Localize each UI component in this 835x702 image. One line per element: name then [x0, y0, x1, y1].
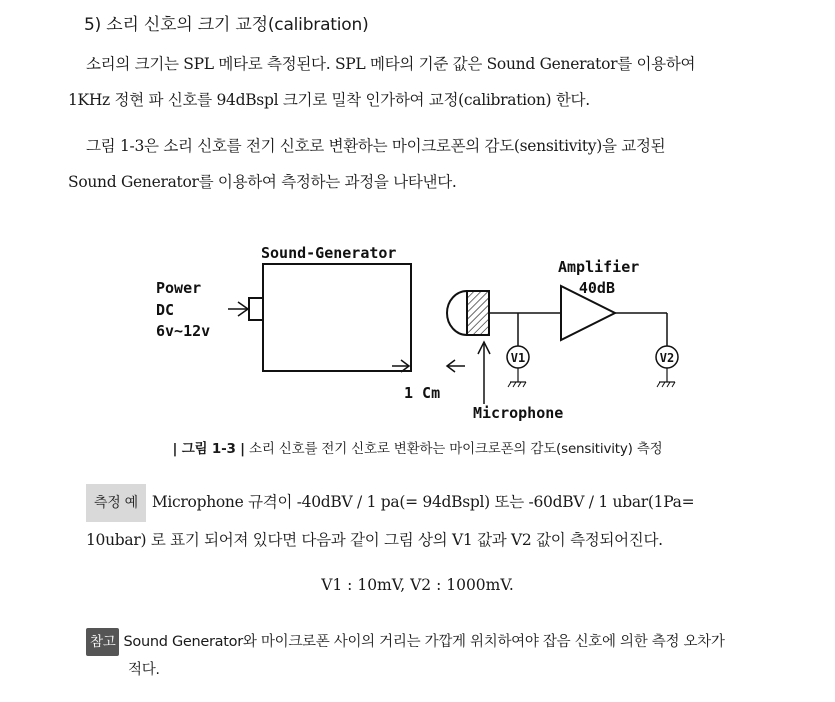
paragraph-text: Sound Generator를 이용하여 측정하는 과정을 나타낸다.	[68, 173, 457, 191]
paragraph-figure-intro	[68, 128, 788, 200]
distance-label: 1 Cm	[404, 384, 441, 402]
paragraph-line	[68, 46, 788, 82]
figure-1-3-diagram	[140, 236, 640, 428]
paragraph-line	[68, 128, 788, 164]
example-line	[86, 522, 796, 558]
figure-caption-text: 소리 신호를 전기 신호로 변환하는 마이크로폰의 감도(sensitivity) 측정	[249, 441, 663, 457]
amplifier-label: Amplifier	[558, 258, 640, 276]
power-connector	[249, 298, 263, 320]
figure-caption	[0, 437, 835, 457]
microphone-capsule	[447, 291, 467, 335]
note-text-continued: 적다.	[128, 662, 160, 678]
v1-label: V1	[510, 351, 526, 365]
example-tag: 측정 예	[86, 484, 146, 522]
v2-label: V2	[659, 351, 675, 365]
dc-label: DC	[156, 301, 175, 319]
measured-values: V1 : 10mV, V2 : 1000mV.	[321, 576, 514, 594]
example-text: 10ubar) 로 표기 되어져 있다면 다음과 같이 그림 상의 V1 값과 V2 값이 측정되어진다.	[86, 531, 663, 549]
reference-note	[86, 628, 786, 684]
example-text: Microphone 규격이 -40dBV / 1 pa(= 94dBspl) 또는 -60dBV / 1 ubar(1Pa=	[151, 493, 695, 511]
microphone-label: Microphone	[473, 404, 564, 422]
gain-label: 40dB	[578, 279, 615, 297]
microphone-body	[467, 291, 489, 335]
sound-generator-box	[263, 264, 411, 371]
measurement-example	[86, 484, 796, 558]
paragraph-text: 소리의 크기는 SPL 메타로 측정된다. SPL 메타의 기준 값은 Sound Generator를 이용하여	[86, 55, 696, 73]
power-label: Power	[156, 279, 202, 297]
figure-number: | 그림 1-3 |	[172, 441, 245, 457]
paragraph-line	[68, 82, 788, 118]
paragraph-text: 그림 1-3은 소리 신호를 전기 신호로 변환하는 마이크로폰의 감도(sensitivity)을 교정된	[86, 137, 666, 155]
paragraph-calibration	[68, 46, 788, 118]
v1-ground-hatch	[508, 382, 526, 387]
example-line	[86, 484, 796, 522]
v2-ground-hatch	[657, 382, 675, 387]
voltage-label: 6v~12v	[156, 322, 211, 340]
note-text: Sound Generator와 마이크로폰 사이의 거리는 가깝게 위치하여야 잡음 신호에 의한 측정 오차가	[123, 634, 725, 650]
section-heading: 5) 소리 신호의 크기 교정(calibration)	[84, 15, 369, 35]
paragraph-line	[68, 164, 788, 200]
paragraph-text: 1KHz 정현 파 신호를 94dBspl 크기로 밀착 인가하여 교정(calibration) 한다.	[68, 91, 590, 109]
note-tag: 참고	[86, 628, 119, 656]
sound-generator-label: Sound-Generator	[261, 244, 397, 262]
figure-1-3-output-stage	[615, 236, 695, 428]
